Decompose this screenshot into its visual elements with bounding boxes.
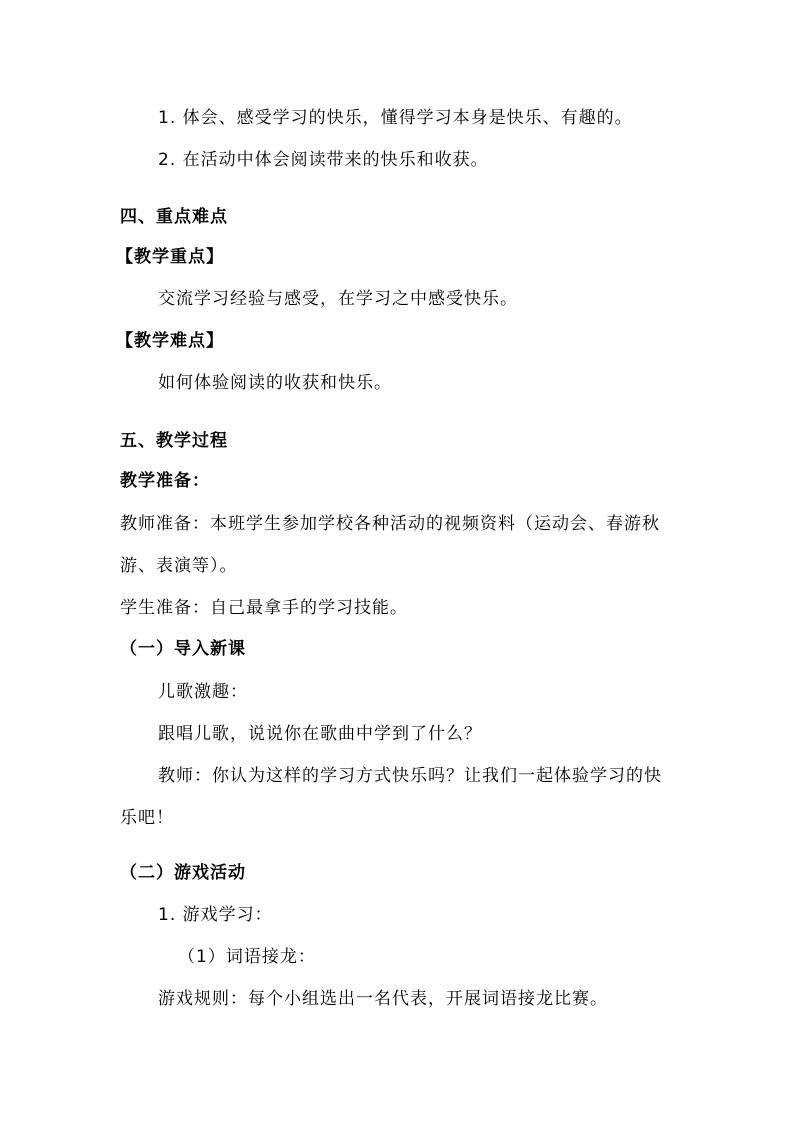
prep-label: 教学准备： <box>120 471 210 491</box>
games-line-3: 游戏规则：每个小组选出一名代表，开展词语接龙比赛。 <box>158 989 608 1009</box>
goal-item-2: 2. 在活动中体会阅读带来的快乐和收获。 <box>158 150 489 170</box>
games-line-2: （1）词语接龙： <box>178 947 316 967</box>
intro-line-3: 教师：你认为这样的学习方式快乐吗？让我们一起体验学习的快 <box>158 766 662 786</box>
goal-item-1: 1. 体会、感受学习的快乐，懂得学习本身是快乐、有趣的。 <box>158 108 633 128</box>
subsection-heading-intro: （一）导入新课 <box>120 639 246 659</box>
student-prep: 学生准备：自己最拿手的学习技能。 <box>120 598 408 618</box>
games-line-1: 1. 游戏学习： <box>158 905 273 925</box>
difficulty-label: 【教学难点】 <box>116 331 224 351</box>
intro-line-1: 儿歌激趣： <box>158 682 248 702</box>
focus-label: 【教学重点】 <box>116 247 224 267</box>
focus-text: 交流学习经验与感受，在学习之中感受快乐。 <box>158 289 518 309</box>
teacher-prep-line-1: 教师准备：本班学生参加学校各种活动的视频资料（运动会、春游秋 <box>120 514 660 534</box>
subsection-heading-games: （二）游戏活动 <box>120 863 246 883</box>
intro-line-2: 跟唱儿歌，说说你在歌曲中学到了什么？ <box>158 724 482 744</box>
difficulty-text: 如何体验阅读的收获和快乐。 <box>158 373 392 393</box>
teacher-prep-line-2: 游、表演等）。 <box>120 556 238 576</box>
intro-line-4: 乐吧！ <box>120 808 174 828</box>
section-heading-key-points: 四、重点难点 <box>120 207 228 227</box>
section-heading-process: 五、教学过程 <box>120 431 228 451</box>
